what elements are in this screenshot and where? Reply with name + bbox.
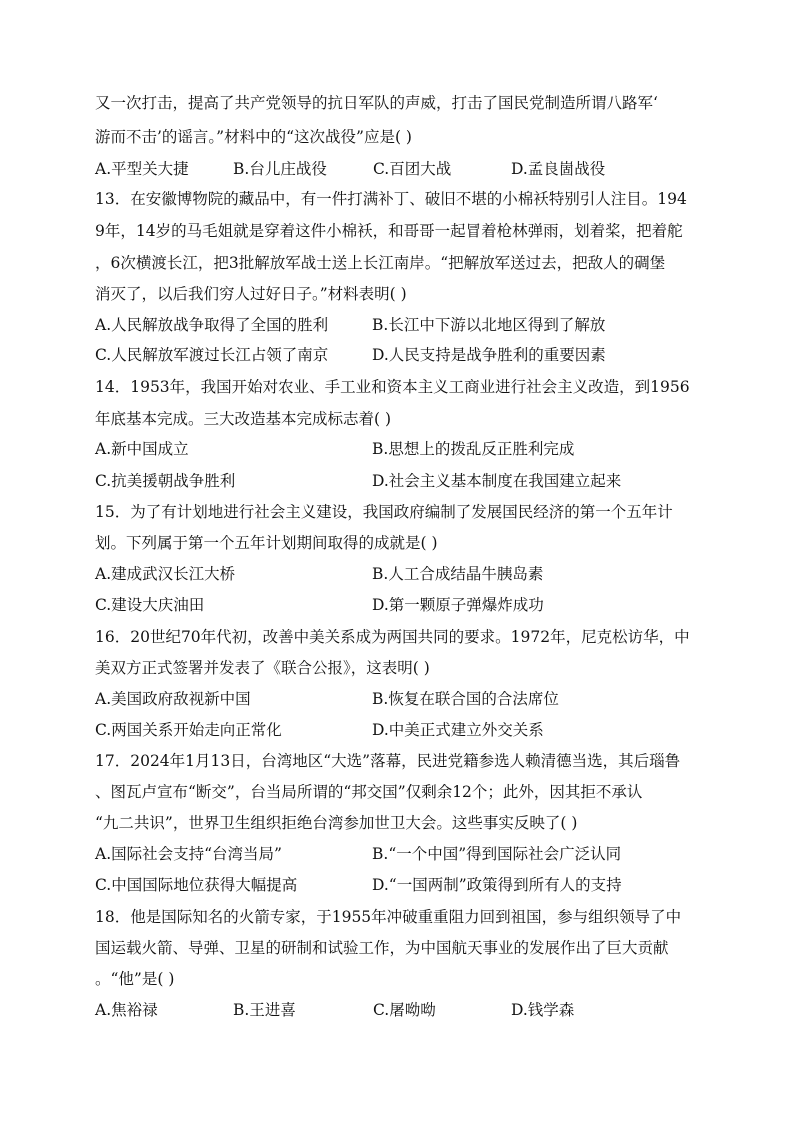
- q12-stem-line-1: 又一次打击，提高了共产党领导的抗日军队的声威，打击了国民党制造所谓八路军‘: [95, 94, 658, 112]
- q17-option-d[interactable]: D.“一国两制”政策得到所有人的支持: [372, 876, 622, 894]
- q17-options-row-1: [95, 839, 705, 869]
- q17-option-c[interactable]: C.中国国际地位获得大幅提高: [95, 876, 298, 894]
- q15-option-d[interactable]: D.第一颗原子弹爆炸成功: [372, 596, 544, 614]
- q16-option-c[interactable]: C.两国关系开始走向正常化: [95, 721, 282, 739]
- q14-options-row-1: [95, 434, 705, 464]
- q17-stem-line-2: 、图瓦卢宣布“断交”，台当局所谓的“邦交国”仅剩余12个；此外，因其拒不承认: [95, 783, 643, 801]
- q14-option-c[interactable]: C.抗美援朝战争胜利: [95, 472, 236, 490]
- q13-stem-line-2: 9年，14岁的马毛姐就是穿着这件小棉袄，和哥哥一起冒着枪林弹雨，划着桨，把着舵: [95, 222, 683, 240]
- q16-options-row-2: [95, 715, 705, 745]
- q18-stem-line-1: 18．他是国际知名的火箭专家，于1955年冲破重重阻力回到祖国，参与组织领导了中: [95, 908, 682, 926]
- q17-option-b[interactable]: B.“一个中国”得到国际社会广泛认同: [372, 845, 622, 863]
- q13-stem-line-1: 13．在安徽博物院的藏品中，有一件打满补丁、破旧不堪的小棉袄特别引人注目。194: [95, 190, 687, 208]
- q18-stem-line-3: 。“他”是( ): [95, 970, 175, 988]
- q15-option-a[interactable]: A.建成武汉长江大桥: [95, 565, 236, 583]
- q16-options-row-1: [95, 684, 705, 714]
- q13-option-a[interactable]: A.人民解放战争取得了全国的胜利: [95, 316, 329, 334]
- q16-option-d[interactable]: D.中美正式建立外交关系: [372, 721, 544, 739]
- q15-stem-line-2: 划。下列属于第一个五年计划期间取得的成就是( ): [95, 534, 438, 552]
- q13-option-c[interactable]: C.人民解放军渡过长江占领了南京: [95, 346, 329, 364]
- q12-option-b[interactable]: B.台儿庄战役: [233, 160, 327, 178]
- q17-options-row-2: [95, 870, 705, 900]
- q15-option-c[interactable]: C.建设大庆油田: [95, 596, 205, 614]
- q17-option-a[interactable]: A.国际社会支持“台湾当局”: [95, 845, 282, 863]
- q14-option-b[interactable]: B.思想上的拨乱反正胜利完成: [372, 440, 575, 458]
- q15-options-row-1: [95, 559, 705, 589]
- q12-option-c[interactable]: C.百团大战: [373, 160, 452, 178]
- q17-stem-line-1: 17．2024年1月13日，台湾地区“大选”落幕，民进党籍参选人赖清德当选，其后瑙鲁: [95, 752, 681, 770]
- q14-option-a[interactable]: A.新中国成立: [95, 440, 189, 458]
- q16-option-b[interactable]: B.恢复在联合国的合法席位: [372, 690, 559, 708]
- q18-options: [95, 995, 705, 1025]
- q14-option-d[interactable]: D.社会主义基本制度在我国建立起来: [372, 472, 622, 490]
- q16-stem-line-2: 美双方正式签署并发表了《联合公报》，这表明( ): [95, 659, 430, 677]
- q14-stem-line-1: 14．1953年，我国开始对农业、手工业和资本主义工商业进行社会主义改造，到1956: [95, 378, 690, 396]
- q15-option-b[interactable]: B.人工合成结晶牛胰岛素: [372, 565, 544, 583]
- q18-option-d[interactable]: D.钱学森: [511, 1001, 575, 1019]
- q12-options: [95, 154, 705, 184]
- q14-options-row-2: [95, 466, 705, 496]
- q15-options-row-2: [95, 590, 705, 620]
- q16-option-a[interactable]: A.美国政府敌视新中国: [95, 690, 251, 708]
- q18-option-c[interactable]: C.屠呦呦: [373, 1001, 436, 1019]
- q15-stem-line-1: 15．为了有计划地进行社会主义建设，我国政府编制了发展国民经济的第一个五年计: [95, 503, 673, 521]
- q18-option-b[interactable]: B.王进喜: [233, 1001, 296, 1019]
- q16-stem-line-1: 16．20世纪70年代初，改善中美关系成为两国共同的要求。1972年，尼克松访华，中: [95, 628, 690, 646]
- q18-stem-line-2: 国运载火箭、导弹、卫星的研制和试验工作，为中国航天事业的发展作出了巨大贡献: [95, 939, 669, 957]
- q13-options-row-1: [95, 310, 705, 340]
- q13-options-row-2: [95, 340, 705, 370]
- q17-stem-line-3: “九二共识”，世界卫生组织拒绝台湾参加世卫大会。这些事实反映了( ): [95, 814, 578, 832]
- q13-option-b[interactable]: B.长江中下游以北地区得到了解放: [372, 316, 606, 334]
- q14-stem-line-2: 年底基本完成。三大改造基本完成标志着( ): [95, 410, 392, 428]
- q13-stem-line-4: 消灭了，以后我们穷人过好日子。”材料表明( ): [95, 285, 407, 303]
- q13-stem-line-3: ，6次横渡长江，把3批解放军战士送上长江南岸。“把解放军送过去，把敌人的碉堡: [95, 254, 666, 272]
- q18-option-a[interactable]: A.焦裕禄: [95, 1001, 158, 1019]
- q13-option-d[interactable]: D.人民支持是战争胜利的重要因素: [372, 346, 606, 364]
- q12-stem-line-2: 游而不击’的谣言。”材料中的“这次战役”应是( ): [95, 128, 412, 146]
- q12-option-a[interactable]: A.平型关大捷: [95, 160, 189, 178]
- q12-option-d[interactable]: D.孟良崮战役: [511, 160, 606, 178]
